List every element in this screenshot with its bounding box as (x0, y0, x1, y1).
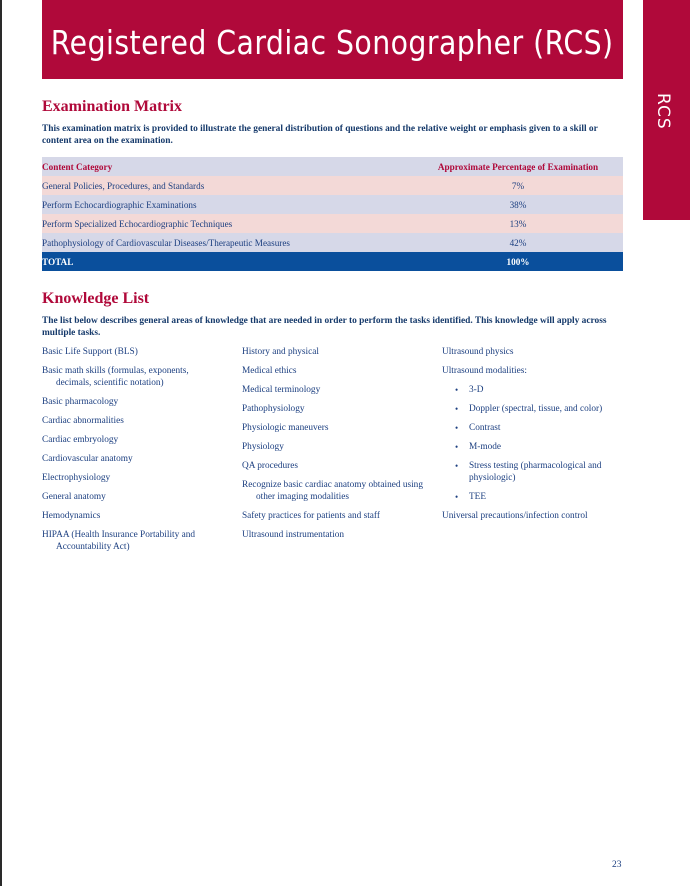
table-total-row (42, 252, 623, 271)
knowledge-list-title: Knowledge List (42, 290, 150, 307)
list-item: Recognize basic cardiac anatomy obtained using other imaging modalities (242, 480, 423, 502)
modality-bullet-item: • Stress testing (pharmacological and physiologic) (442, 460, 627, 484)
list-item: Hemodynamics (42, 511, 101, 521)
modality-bullet-item: • TEE (442, 491, 627, 503)
list-item: Basic Life Support (BLS) (42, 347, 138, 357)
column-header-category: Content Category (42, 157, 413, 176)
total-value: 100% (413, 252, 623, 271)
column-header-percent: Approximate Percentage of Examination (413, 157, 623, 176)
row-category: Perform Specialized Echocardiographic Techniques (42, 214, 413, 233)
row-percent: 42% (413, 233, 623, 252)
row-percent: 38% (413, 195, 623, 214)
list-item: Cardiac abnormalities (42, 416, 124, 426)
table-header-row (42, 157, 623, 176)
list-item: Cardiovascular anatomy (42, 454, 133, 464)
knowledge-column-3 (442, 346, 627, 529)
examination-matrix-intro: This examination matrix is provided to illustrate the general distribution of questions and the relative weight or emphasis given to a skill or content area on the examination. (42, 124, 598, 146)
list-item: Universal precautions/infection control (442, 511, 588, 521)
modality-bullet-item: • M-mode (442, 441, 627, 453)
table-row (42, 214, 623, 233)
row-category: General Policies, Procedures, and Standards (42, 176, 413, 195)
list-item: Physiologic maneuvers (242, 423, 329, 433)
list-item: Medical terminology (242, 385, 321, 395)
list-item: Physiology (242, 442, 284, 452)
list-item: General anatomy (42, 492, 106, 502)
table-row (42, 176, 623, 195)
row-category: Perform Echocardiographic Examinations (42, 195, 413, 214)
row-percent: 13% (413, 214, 623, 233)
modality-bullet-item: • 3-D (442, 384, 627, 396)
page-left-border (0, 0, 2, 886)
list-item: Cardiac embryology (42, 435, 119, 445)
section-side-tab (643, 0, 690, 220)
row-percent: 7% (413, 176, 623, 195)
list-item: Electrophysiology (42, 473, 111, 483)
list-item: Ultrasound physics (442, 347, 514, 357)
knowledge-list-intro: The list below describes general areas of knowledge that are needed in order to perform the tasks identified. This knowledge will apply across multiple tasks. (42, 316, 607, 338)
examination-matrix-title: Examination Matrix (42, 98, 182, 115)
list-item: Basic math skills (formulas, exponents, decimals, scientific notation) (42, 366, 189, 388)
list-item: Basic pharmacology (42, 397, 119, 407)
list-item: HIPAA (Health Insurance Portability and Accountability Act) (42, 530, 196, 552)
page-title: Registered Cardiac Sonographer (RCS) (51, 23, 614, 62)
knowledge-column-1 (42, 346, 224, 560)
list-item: History and physical (242, 347, 319, 357)
list-item: QA procedures (242, 461, 299, 471)
knowledge-column-2 (242, 346, 427, 548)
table-row (42, 195, 623, 214)
modality-bullet-item: • Doppler (spectral, tissue, and color) (442, 403, 627, 415)
table-row (42, 233, 623, 252)
list-item: Ultrasound modalities: (442, 366, 527, 376)
page-number: 23 (612, 860, 622, 870)
modality-bullet-item: • Contrast (442, 422, 627, 434)
row-category: Pathophysiology of Cardiovascular Diseases/Therapeutic Measures (42, 233, 413, 252)
list-item: Medical ethics (242, 366, 297, 376)
header-banner (42, 0, 623, 79)
total-label: TOTAL (42, 252, 413, 271)
examination-matrix-table (42, 157, 623, 271)
list-item: Safety practices for patients and staff (242, 511, 380, 521)
list-item: Ultrasound instrumentation (242, 530, 344, 540)
side-tab-label: RCS (653, 93, 673, 130)
list-item: Pathophysiology (242, 404, 305, 414)
